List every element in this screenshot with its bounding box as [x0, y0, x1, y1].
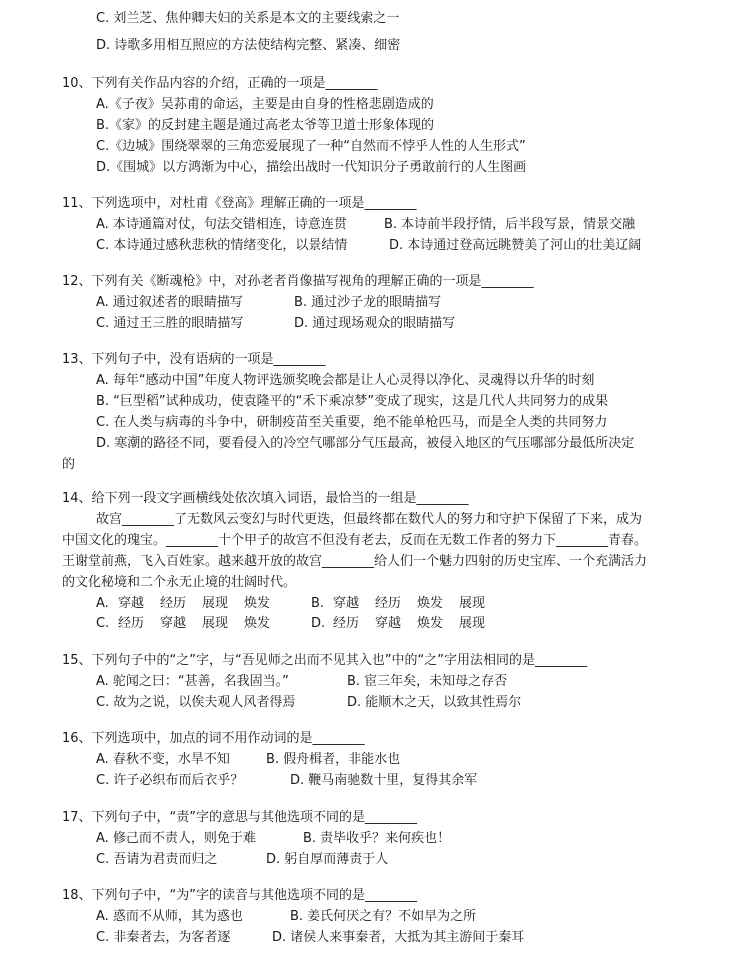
option-word: 经历 — [118, 616, 145, 631]
option-d: D.《围城》以方鸿渐为中心，描绘出战时一代知识分子勇敢前行的人生图画 — [96, 160, 527, 175]
question-stem: 17、下列句子中，“责”字的意思与其他选项不同的是________ — [62, 810, 418, 825]
option-c: C.《边城》围绕翠翠的三角恋爱展现了一种“自然而不悖乎人性的人生形式” — [96, 139, 526, 154]
option-d: D. 鞭马南驰数十里，复得其余军 — [290, 773, 478, 788]
option-label: C. — [96, 616, 110, 631]
option-c: C. 本诗通过感秋悲秋的情绪变化，以景结情 — [96, 238, 348, 253]
option-c: C. 故为之说，以俟夫观人风者得焉 — [96, 695, 296, 710]
passage-line: 的文化秘境和二个永无止境的壮阔时代。 — [62, 575, 297, 590]
question-stem: 15、下列句子中的“之”字，与“吾见师之出而不见其入也”中的“之”字用法相同的是________ — [62, 653, 587, 668]
option-word: 经历 — [333, 616, 360, 631]
option-d: D. 诗歌多用相互照应的方法使结构完整、紧凑、细密 — [96, 38, 401, 53]
option-label: D. — [311, 616, 326, 631]
option-a: A. 修己而不责人，则免于难 — [96, 831, 256, 846]
option-d: D. 诸侯人来事秦者，大抵为其主游间于秦耳 — [272, 930, 525, 945]
option-b: B. 宦三年矣，未知母之存否 — [347, 674, 508, 689]
option-word: 焕发 — [417, 616, 444, 631]
option-b: B. “巨型稻”试种成功，使袁隆平的“禾下乘凉梦”变成了现实，这是几代人共同努力的成果 — [96, 394, 609, 409]
option-a: A. 每年“感动中国”年度人物评选颁奖晚会都是让人心灵得以净化、灵魂得以升华的时刻 — [96, 373, 595, 388]
option-b: B. 姜氏何厌之有？不如早为之所 — [290, 909, 477, 924]
option-b: B. 通过沙子龙的眼睛描写 — [294, 295, 442, 310]
option-word: 展现 — [459, 616, 486, 631]
option-word: 穿越 — [118, 596, 145, 611]
option-word: 穿越 — [375, 616, 402, 631]
option-b: B. 责毕收乎？来何疾也！ — [303, 831, 451, 846]
option-d: D. 通过现场观众的眼睛描写 — [294, 316, 456, 331]
option-label: B. — [311, 596, 325, 611]
option-b: B.《家》的反封建主题是通过高老太爷等卫道士形象体现的 — [96, 118, 435, 133]
option-d: D. 能顺木之天，以致其性焉尔 — [347, 695, 522, 710]
option-a: A. 春秋不变，水旱不知 — [96, 752, 230, 767]
option-c: C. 许子必织布而后衣乎？ — [96, 773, 244, 788]
option-word: 展现 — [459, 596, 486, 611]
option-word: 经历 — [160, 596, 187, 611]
option-a: A. 惑而不从师，其为惑也 — [96, 909, 243, 924]
option-c: C. 在人类与病毒的斗争中，研制疫苗至关重要，绝不能单枪匹马，而是全人类的共同努力 — [96, 415, 608, 430]
option-c: C. 通过王三胜的眼睛描写 — [96, 316, 244, 331]
option-word: 焕发 — [417, 596, 444, 611]
question-stem: 14、给下列一段文字画横线处依次填入词语，最恰当的一组是________ — [62, 491, 469, 506]
option-b: B. 假舟楫者，非能水也 — [266, 752, 401, 767]
question-stem: 11、下列选项中，对杜甫《登高》理解正确的一项是________ — [62, 196, 417, 211]
option-word: 穿越 — [333, 596, 360, 611]
option-a: A.《子夜》吴荪甫的命运，主要是由自身的性格悲剧造成的 — [96, 97, 434, 112]
passage-line: 王谢堂前燕，飞入百姓家。越来越开放的故宫________给人们一个魅力四射的历史宝库、一个充满活力 — [62, 554, 648, 569]
passage-line: 中国文化的瑰宝。________十个甲子的故宫不但没有老去，反而在无数工作者的努力下________青春。 — [62, 533, 648, 548]
passage-line: 故宫________了无数风云变幻与时代更迭，但最终都在数代人的努力和守护下保留了下来，成为 — [96, 512, 643, 527]
option-d: D. 本诗通过登高远眺赞美了河山的壮美辽阔 — [389, 238, 642, 253]
question-stem: 12、下列有关《断魂枪》中，对孙老者肖像描写视角的理解正确的一项是________ — [62, 274, 534, 289]
option-b: B. 本诗前半段抒情，后半段写景，情景交融 — [384, 217, 636, 232]
option-d: D. 寒潮的路径不同，要看侵入的冷空气哪部分气压最高，被侵入地区的气压哪部分最低所决定 — [96, 436, 635, 451]
option-d-continuation: 的 — [62, 457, 76, 472]
question-stem: 13、下列句子中，没有语病的一项是________ — [62, 352, 326, 367]
option-word: 焕发 — [244, 596, 271, 611]
option-label: A. — [96, 596, 109, 611]
option-c: C. 非秦者去，为客者逐 — [96, 930, 231, 945]
option-a: A. 通过叙述者的眼睛描写 — [96, 295, 243, 310]
option-word: 焕发 — [244, 616, 271, 631]
question-stem: 10、下列有关作品内容的介绍，正确的一项是________ — [62, 76, 378, 91]
option-word: 穿越 — [160, 616, 187, 631]
option-word: 经历 — [375, 596, 402, 611]
option-c: C. 吾请为君责而归之 — [96, 852, 218, 867]
option-word: 展现 — [202, 596, 229, 611]
option-word: 展现 — [202, 616, 229, 631]
question-stem: 16、下列选项中，加点的词不用作动词的是________ — [62, 731, 365, 746]
option-a: A. 本诗通篇对仗，句法交错相连，诗意连贯 — [96, 217, 347, 232]
option-a: A. 驼闻之曰：“甚善，名我固当。” — [96, 674, 289, 689]
option-c: C. 刘兰芝、焦仲卿夫妇的关系是本文的主要线索之一 — [96, 11, 400, 26]
question-stem: 18、下列句子中，“为”字的读音与其他选项不同的是________ — [62, 888, 418, 903]
option-d: D. 躬自厚而薄责于人 — [266, 852, 389, 867]
